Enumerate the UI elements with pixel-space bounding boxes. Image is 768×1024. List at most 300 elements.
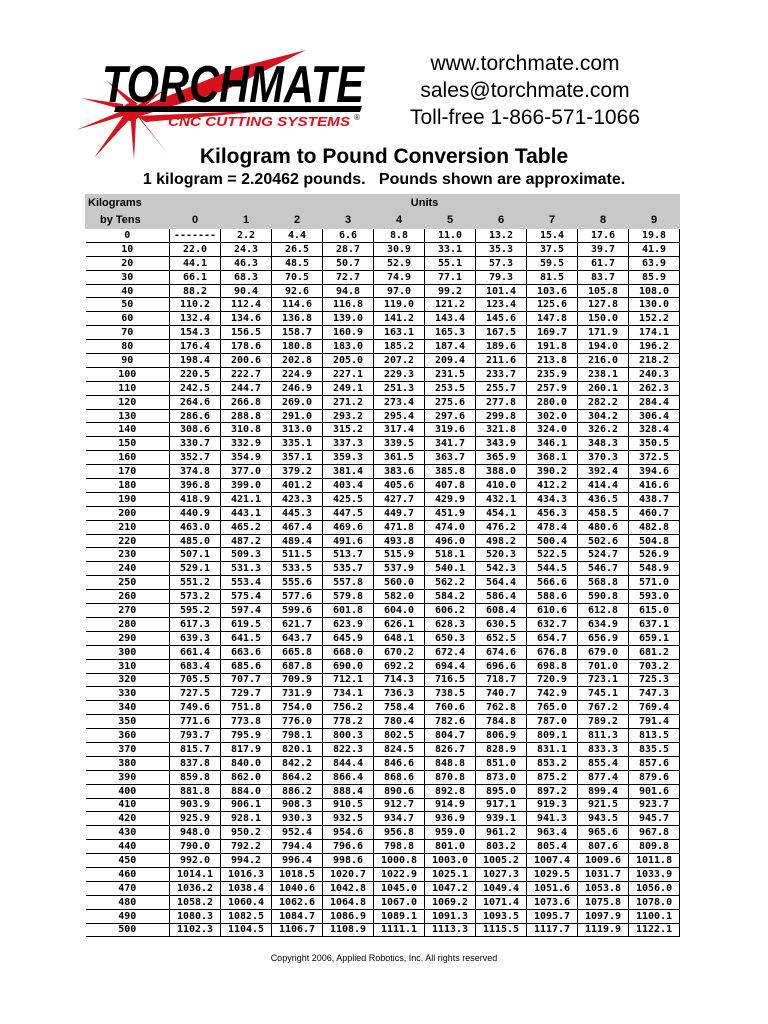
kilogram-tens-cell: 370 bbox=[86, 742, 170, 756]
pound-value-cell: 321.8 bbox=[476, 423, 527, 437]
pound-value-cell: 238.1 bbox=[578, 367, 629, 381]
pound-value-cell: 542.3 bbox=[476, 562, 527, 576]
pound-value-cell: 835.5 bbox=[629, 742, 680, 756]
pound-value-cell: 663.6 bbox=[221, 645, 272, 659]
pound-value-cell: 862.0 bbox=[221, 770, 272, 784]
pound-value-cell: 231.5 bbox=[425, 367, 476, 381]
pound-value-cell: 794.4 bbox=[272, 840, 323, 854]
pound-value-cell: 687.8 bbox=[272, 659, 323, 673]
pound-value-cell: 520.3 bbox=[476, 548, 527, 562]
pound-value-cell: 88.2 bbox=[170, 284, 221, 298]
pound-value-cell: 257.9 bbox=[527, 381, 578, 395]
pound-value-cell: 465.2 bbox=[221, 520, 272, 534]
pound-value-cell: 1064.8 bbox=[323, 895, 374, 909]
pound-value-cell: 255.7 bbox=[476, 381, 527, 395]
pound-value-cell: 934.7 bbox=[374, 812, 425, 826]
pound-value-cell: 906.1 bbox=[221, 798, 272, 812]
pound-value-cell: 302.0 bbox=[527, 409, 578, 423]
pound-value-cell: 156.5 bbox=[221, 326, 272, 340]
pound-value-cell: 886.2 bbox=[272, 784, 323, 798]
table-row bbox=[86, 617, 680, 631]
kilogram-tens-cell: 160 bbox=[86, 451, 170, 465]
pound-value-cell: 518.1 bbox=[425, 548, 476, 562]
kilogram-tens-cell: 10 bbox=[86, 242, 170, 256]
pound-value-cell: 61.7 bbox=[578, 256, 629, 270]
pound-value-cell: 582.0 bbox=[374, 590, 425, 604]
unit-header: 2 bbox=[272, 212, 323, 229]
table-row bbox=[86, 395, 680, 409]
pound-value-cell: 1011.8 bbox=[629, 854, 680, 868]
kilogram-tens-cell: 410 bbox=[86, 798, 170, 812]
pound-value-cell: 432.1 bbox=[476, 492, 527, 506]
pound-value-cell: 1009.6 bbox=[578, 854, 629, 868]
pound-value-cell: 738.5 bbox=[425, 687, 476, 701]
pound-value-cell: 48.5 bbox=[272, 256, 323, 270]
pound-value-cell: 718.7 bbox=[476, 673, 527, 687]
pound-value-cell: 553.4 bbox=[221, 576, 272, 590]
email-link[interactable]: sales@torchmate.com bbox=[420, 79, 630, 102]
pound-value-cell: 35.3 bbox=[476, 242, 527, 256]
pound-value-cell: 313.0 bbox=[272, 423, 323, 437]
kilogram-tens-cell: 230 bbox=[86, 548, 170, 562]
pound-value-cell: 897.2 bbox=[527, 784, 578, 798]
table-row bbox=[86, 923, 680, 937]
pound-value-cell: 319.6 bbox=[425, 423, 476, 437]
pound-value-cell: 685.6 bbox=[221, 659, 272, 673]
pound-value-cell: 703.2 bbox=[629, 659, 680, 673]
pound-value-cell: 460.7 bbox=[629, 506, 680, 520]
pound-value-cell: 482.8 bbox=[629, 520, 680, 534]
pound-value-cell: 807.6 bbox=[578, 840, 629, 854]
pound-value-cell: 207.2 bbox=[374, 354, 425, 368]
pound-value-cell: 731.9 bbox=[272, 687, 323, 701]
pound-value-cell: 116.8 bbox=[323, 298, 374, 312]
pound-value-cell: 451.9 bbox=[425, 506, 476, 520]
pound-value-cell: 637.1 bbox=[629, 617, 680, 631]
table-row bbox=[86, 770, 680, 784]
pound-value-cell: 196.2 bbox=[629, 340, 680, 354]
pound-value-cell: 754.0 bbox=[272, 701, 323, 715]
pound-value-cell: 72.7 bbox=[323, 270, 374, 284]
pound-value-cell: 762.8 bbox=[476, 701, 527, 715]
pound-value-cell: 487.2 bbox=[221, 534, 272, 548]
pound-value-cell: 665.8 bbox=[272, 645, 323, 659]
pound-value-cell: 282.2 bbox=[578, 395, 629, 409]
table-row bbox=[86, 506, 680, 520]
table-row bbox=[86, 256, 680, 270]
pound-value-cell: 339.5 bbox=[374, 437, 425, 451]
pound-value-cell: 888.4 bbox=[323, 784, 374, 798]
pound-value-cell: 787.0 bbox=[527, 715, 578, 729]
pound-value-cell: 19.8 bbox=[629, 229, 680, 243]
unit-header: 8 bbox=[578, 212, 629, 229]
pound-value-cell: 1022.9 bbox=[374, 867, 425, 881]
pound-value-cell: 628.3 bbox=[425, 617, 476, 631]
pound-value-cell: 280.0 bbox=[527, 395, 578, 409]
pound-value-cell: 222.7 bbox=[221, 367, 272, 381]
pound-value-cell: 932.5 bbox=[323, 812, 374, 826]
pound-value-cell: 630.5 bbox=[476, 617, 527, 631]
kilogram-tens-cell: 470 bbox=[86, 881, 170, 895]
pound-value-cell: 923.7 bbox=[629, 798, 680, 812]
kilogram-tens-cell: 290 bbox=[86, 631, 170, 645]
pound-value-cell: 211.6 bbox=[476, 354, 527, 368]
kilogram-tens-cell: 440 bbox=[86, 840, 170, 854]
pound-value-cell: 917.1 bbox=[476, 798, 527, 812]
pound-value-cell: 795.9 bbox=[221, 729, 272, 743]
pound-value-cell: 489.4 bbox=[272, 534, 323, 548]
unit-header: 4 bbox=[374, 212, 425, 229]
pound-value-cell: 901.6 bbox=[629, 784, 680, 798]
table-row bbox=[86, 784, 680, 798]
pound-value-cell: 535.7 bbox=[323, 562, 374, 576]
pound-value-cell: 74.9 bbox=[374, 270, 425, 284]
pound-value-cell: 796.6 bbox=[323, 840, 374, 854]
kilogram-tens-cell: 170 bbox=[86, 465, 170, 479]
pound-value-cell: 1000.8 bbox=[374, 854, 425, 868]
pound-value-cell: 121.2 bbox=[425, 298, 476, 312]
pound-value-cell: 672.4 bbox=[425, 645, 476, 659]
pound-value-cell: 531.3 bbox=[221, 562, 272, 576]
pound-value-cell: 271.2 bbox=[323, 395, 374, 409]
pound-value-cell: 1104.5 bbox=[221, 923, 272, 937]
table-row bbox=[86, 840, 680, 854]
pound-value-cell: 586.4 bbox=[476, 590, 527, 604]
pound-value-cell: 1095.7 bbox=[527, 909, 578, 923]
table-row bbox=[86, 631, 680, 645]
table-row bbox=[86, 659, 680, 673]
pound-value-cell: 262.3 bbox=[629, 381, 680, 395]
page-title: Kilogram to Pound Conversion Table bbox=[199, 145, 569, 168]
pound-value-cell: 202.8 bbox=[272, 354, 323, 368]
pound-value-cell: 641.5 bbox=[221, 631, 272, 645]
pound-value-cell: 560.0 bbox=[374, 576, 425, 590]
kilogram-tens-cell: 500 bbox=[86, 923, 170, 937]
pound-value-cell: 833.3 bbox=[578, 742, 629, 756]
pound-value-cell: 650.3 bbox=[425, 631, 476, 645]
kilogram-tens-cell: 150 bbox=[86, 437, 170, 451]
table-row bbox=[86, 798, 680, 812]
website-link[interactable]: www.torchmate.com bbox=[430, 52, 620, 75]
pound-value-cell: 368.1 bbox=[527, 451, 578, 465]
pound-value-cell: 720.9 bbox=[527, 673, 578, 687]
pound-value-cell: 374.8 bbox=[170, 465, 221, 479]
pound-value-cell: 412.2 bbox=[527, 479, 578, 493]
pound-value-cell: 249.1 bbox=[323, 381, 374, 395]
pound-value-cell: 158.7 bbox=[272, 326, 323, 340]
kilogram-tens-cell: 100 bbox=[86, 367, 170, 381]
pound-value-cell: 626.1 bbox=[374, 617, 425, 631]
pound-value-cell: 608.4 bbox=[476, 604, 527, 618]
pound-value-cell: 1122.1 bbox=[629, 923, 680, 937]
unit-header: 1 bbox=[221, 212, 272, 229]
pound-value-cell: 679.0 bbox=[578, 645, 629, 659]
pound-value-cell: 136.8 bbox=[272, 312, 323, 326]
pound-value-cell: 403.4 bbox=[323, 479, 374, 493]
pound-value-cell: 253.5 bbox=[425, 381, 476, 395]
pound-value-cell: 963.4 bbox=[527, 826, 578, 840]
pound-value-cell: 599.6 bbox=[272, 604, 323, 618]
pound-value-cell: 79.3 bbox=[476, 270, 527, 284]
pound-value-cell: 108.0 bbox=[629, 284, 680, 298]
pound-value-cell: 533.5 bbox=[272, 562, 323, 576]
pound-value-cell: 251.3 bbox=[374, 381, 425, 395]
pound-value-cell: 114.6 bbox=[272, 298, 323, 312]
pound-value-cell: 332.9 bbox=[221, 437, 272, 451]
pound-value-cell: 139.0 bbox=[323, 312, 374, 326]
pound-value-cell: 361.5 bbox=[374, 451, 425, 465]
pound-value-cell: 306.4 bbox=[629, 409, 680, 423]
pound-value-cell: 498.2 bbox=[476, 534, 527, 548]
pound-value-cell: 1089.1 bbox=[374, 909, 425, 923]
pound-value-cell: 509.3 bbox=[221, 548, 272, 562]
pound-value-cell: 736.3 bbox=[374, 687, 425, 701]
pound-value-cell: 445.3 bbox=[272, 506, 323, 520]
table-row bbox=[86, 492, 680, 506]
pound-value-cell: 1016.3 bbox=[221, 867, 272, 881]
pound-value-cell: 800.3 bbox=[323, 729, 374, 743]
pound-value-cell: 299.8 bbox=[476, 409, 527, 423]
pound-value-cell: 388.0 bbox=[476, 465, 527, 479]
pound-value-cell: 1108.9 bbox=[323, 923, 374, 937]
pound-value-cell: 910.5 bbox=[323, 798, 374, 812]
pound-value-cell: 573.2 bbox=[170, 590, 221, 604]
pound-value-cell: 815.7 bbox=[170, 742, 221, 756]
pound-value-cell: 480.6 bbox=[578, 520, 629, 534]
pound-value-cell: 959.0 bbox=[425, 826, 476, 840]
kilogram-tens-cell: 40 bbox=[86, 284, 170, 298]
pound-value-cell: 895.0 bbox=[476, 784, 527, 798]
pound-value-cell: 824.5 bbox=[374, 742, 425, 756]
pound-value-cell: 604.0 bbox=[374, 604, 425, 618]
pound-value-cell: 293.2 bbox=[323, 409, 374, 423]
pound-value-cell: 639.3 bbox=[170, 631, 221, 645]
pound-value-cell: 454.1 bbox=[476, 506, 527, 520]
pound-value-cell: 90.4 bbox=[221, 284, 272, 298]
pound-value-cell: 998.6 bbox=[323, 854, 374, 868]
pound-value-cell: 438.7 bbox=[629, 492, 680, 506]
pound-value-cell: 844.4 bbox=[323, 756, 374, 770]
pound-value-cell: 877.4 bbox=[578, 770, 629, 784]
table-row bbox=[86, 701, 680, 715]
pound-value-cell: 229.3 bbox=[374, 367, 425, 381]
pound-value-cell: 235.9 bbox=[527, 367, 578, 381]
pound-value-cell: 568.8 bbox=[578, 576, 629, 590]
kilogram-tens-cell: 0 bbox=[86, 229, 170, 243]
pound-value-cell: 645.9 bbox=[323, 631, 374, 645]
table-row bbox=[86, 326, 680, 340]
unit-header: 5 bbox=[425, 212, 476, 229]
header-row-top bbox=[86, 195, 680, 212]
pound-value-cell: 346.1 bbox=[527, 437, 578, 451]
pound-value-cell: 1067.0 bbox=[374, 895, 425, 909]
pound-value-cell: 1027.3 bbox=[476, 867, 527, 881]
pound-value-cell: 112.4 bbox=[221, 298, 272, 312]
pound-value-cell: 529.1 bbox=[170, 562, 221, 576]
pound-value-cell: 50.7 bbox=[323, 256, 374, 270]
pound-value-cell: 385.8 bbox=[425, 465, 476, 479]
pound-value-cell: 396.8 bbox=[170, 479, 221, 493]
pound-value-cell: 70.5 bbox=[272, 270, 323, 284]
kilogram-tens-cell: 120 bbox=[86, 395, 170, 409]
pound-value-cell: 200.6 bbox=[221, 354, 272, 368]
table-row bbox=[86, 715, 680, 729]
pound-value-cell: 174.1 bbox=[629, 326, 680, 340]
pound-value-cell: 606.2 bbox=[425, 604, 476, 618]
pound-value-cell: 275.6 bbox=[425, 395, 476, 409]
pound-value-cell: 511.5 bbox=[272, 548, 323, 562]
pound-value-cell: 194.0 bbox=[578, 340, 629, 354]
pound-value-cell: 2.2 bbox=[221, 229, 272, 243]
pound-value-cell: 474.0 bbox=[425, 520, 476, 534]
table-row bbox=[86, 479, 680, 493]
kilogram-tens-cell: 450 bbox=[86, 854, 170, 868]
pound-value-cell: 85.9 bbox=[629, 270, 680, 284]
pound-value-cell: 996.4 bbox=[272, 854, 323, 868]
pound-value-cell: 681.2 bbox=[629, 645, 680, 659]
table-row bbox=[86, 756, 680, 770]
pound-value-cell: 881.8 bbox=[170, 784, 221, 798]
pound-value-cell: 99.2 bbox=[425, 284, 476, 298]
pound-value-cell: 776.0 bbox=[272, 715, 323, 729]
pound-value-cell: 948.0 bbox=[170, 826, 221, 840]
pound-value-cell: 447.5 bbox=[323, 506, 374, 520]
pound-value-cell: 1007.4 bbox=[527, 854, 578, 868]
table-row bbox=[86, 520, 680, 534]
pound-value-cell: 485.0 bbox=[170, 534, 221, 548]
table-row bbox=[86, 423, 680, 437]
pound-value-cell: 167.5 bbox=[476, 326, 527, 340]
pound-value-cell: 939.1 bbox=[476, 812, 527, 826]
pound-value-cell: 52.9 bbox=[374, 256, 425, 270]
kilogram-tens-cell: 270 bbox=[86, 604, 170, 618]
pound-value-cell: 694.4 bbox=[425, 659, 476, 673]
pound-value-cell: 44.1 bbox=[170, 256, 221, 270]
kilogram-tens-cell: 140 bbox=[86, 423, 170, 437]
pound-value-cell: 908.3 bbox=[272, 798, 323, 812]
pound-value-cell: 1117.7 bbox=[527, 923, 578, 937]
pound-value-cell: 683.4 bbox=[170, 659, 221, 673]
pound-value-cell: 209.4 bbox=[425, 354, 476, 368]
pound-value-cell: 1020.7 bbox=[323, 867, 374, 881]
pound-value-cell: 892.8 bbox=[425, 784, 476, 798]
pound-value-cell: 661.4 bbox=[170, 645, 221, 659]
unit-header: 0 bbox=[170, 212, 221, 229]
pound-value-cell: 1069.2 bbox=[425, 895, 476, 909]
pound-value-cell: 359.3 bbox=[323, 451, 374, 465]
pound-value-cell: 595.2 bbox=[170, 604, 221, 618]
pound-value-cell: 831.1 bbox=[527, 742, 578, 756]
kilogram-tens-cell: 310 bbox=[86, 659, 170, 673]
pound-value-cell: 809.1 bbox=[527, 729, 578, 743]
table-row bbox=[86, 298, 680, 312]
pound-value-cell: 566.6 bbox=[527, 576, 578, 590]
pound-value-cell: 936.9 bbox=[425, 812, 476, 826]
pound-value-cell: 601.8 bbox=[323, 604, 374, 618]
pound-value-cell: 330.7 bbox=[170, 437, 221, 451]
pound-value-cell: 502.6 bbox=[578, 534, 629, 548]
kilogram-tens-cell: 240 bbox=[86, 562, 170, 576]
pound-value-cell: 304.2 bbox=[578, 409, 629, 423]
pound-value-cell: 421.1 bbox=[221, 492, 272, 506]
pound-value-cell: 26.5 bbox=[272, 242, 323, 256]
pound-value-cell: 692.2 bbox=[374, 659, 425, 673]
pound-value-cell: 866.4 bbox=[323, 770, 374, 784]
pound-value-cell: 575.4 bbox=[221, 590, 272, 604]
pound-value-cell: 551.2 bbox=[170, 576, 221, 590]
pound-value-cell: 244.7 bbox=[221, 381, 272, 395]
pound-value-cell: 540.1 bbox=[425, 562, 476, 576]
conversion-table bbox=[85, 194, 680, 937]
pound-value-cell: 670.2 bbox=[374, 645, 425, 659]
pound-value-cell: 315.2 bbox=[323, 423, 374, 437]
pound-value-cell: 813.5 bbox=[629, 729, 680, 743]
pound-value-cell: 458.5 bbox=[578, 506, 629, 520]
pound-value-cell: 130.0 bbox=[629, 298, 680, 312]
pound-value-cell: 890.6 bbox=[374, 784, 425, 798]
pound-value-cell: 469.6 bbox=[323, 520, 374, 534]
pound-value-cell: 879.6 bbox=[629, 770, 680, 784]
pound-value-cell: 348.3 bbox=[578, 437, 629, 451]
pound-value-cell: 176.4 bbox=[170, 340, 221, 354]
kilogram-tens-cell: 390 bbox=[86, 770, 170, 784]
pound-value-cell: 425.5 bbox=[323, 492, 374, 506]
kilogram-tens-cell: 200 bbox=[86, 506, 170, 520]
pound-value-cell: 526.9 bbox=[629, 548, 680, 562]
pound-value-cell: 571.0 bbox=[629, 576, 680, 590]
header-units: Units bbox=[170, 195, 680, 212]
pound-value-cell: 273.4 bbox=[374, 395, 425, 409]
pound-value-cell: 1047.2 bbox=[425, 881, 476, 895]
pound-value-cell: 857.6 bbox=[629, 756, 680, 770]
pound-value-cell: 1040.6 bbox=[272, 881, 323, 895]
pound-value-cell: 899.4 bbox=[578, 784, 629, 798]
pound-value-cell: 1060.4 bbox=[221, 895, 272, 909]
pound-value-cell: 189.6 bbox=[476, 340, 527, 354]
pound-value-cell: 405.6 bbox=[374, 479, 425, 493]
pound-value-cell: 792.2 bbox=[221, 840, 272, 854]
pound-value-cell: 994.2 bbox=[221, 854, 272, 868]
pound-value-cell: 240.3 bbox=[629, 367, 680, 381]
pound-value-cell: 811.3 bbox=[578, 729, 629, 743]
pound-value-cell: 81.5 bbox=[527, 270, 578, 284]
table-row bbox=[86, 645, 680, 659]
logo-tagline: CNC CUTTING SYSTEMS bbox=[168, 114, 351, 129]
pound-value-cell: 1115.5 bbox=[476, 923, 527, 937]
pound-value-cell: 597.4 bbox=[221, 604, 272, 618]
pound-value-cell: 478.4 bbox=[527, 520, 578, 534]
pound-value-cell: 220.5 bbox=[170, 367, 221, 381]
table-row bbox=[86, 562, 680, 576]
pound-value-cell: 707.7 bbox=[221, 673, 272, 687]
pound-value-cell: 363.7 bbox=[425, 451, 476, 465]
pound-value-cell: 1071.4 bbox=[476, 895, 527, 909]
pound-value-cell: 11.0 bbox=[425, 229, 476, 243]
pound-value-cell: 55.1 bbox=[425, 256, 476, 270]
pound-value-cell: 1106.7 bbox=[272, 923, 323, 937]
table-row bbox=[86, 534, 680, 548]
pound-value-cell: 809.8 bbox=[629, 840, 680, 854]
pound-value-cell: 15.4 bbox=[527, 229, 578, 243]
pound-value-cell: 765.0 bbox=[527, 701, 578, 715]
pound-value-cell: 1036.2 bbox=[170, 881, 221, 895]
pound-value-cell: 357.1 bbox=[272, 451, 323, 465]
pound-value-cell: 846.6 bbox=[374, 756, 425, 770]
table-row bbox=[86, 590, 680, 604]
header-kilograms: Kilograms bbox=[86, 195, 170, 212]
pound-value-cell: 921.5 bbox=[578, 798, 629, 812]
table-row bbox=[86, 367, 680, 381]
